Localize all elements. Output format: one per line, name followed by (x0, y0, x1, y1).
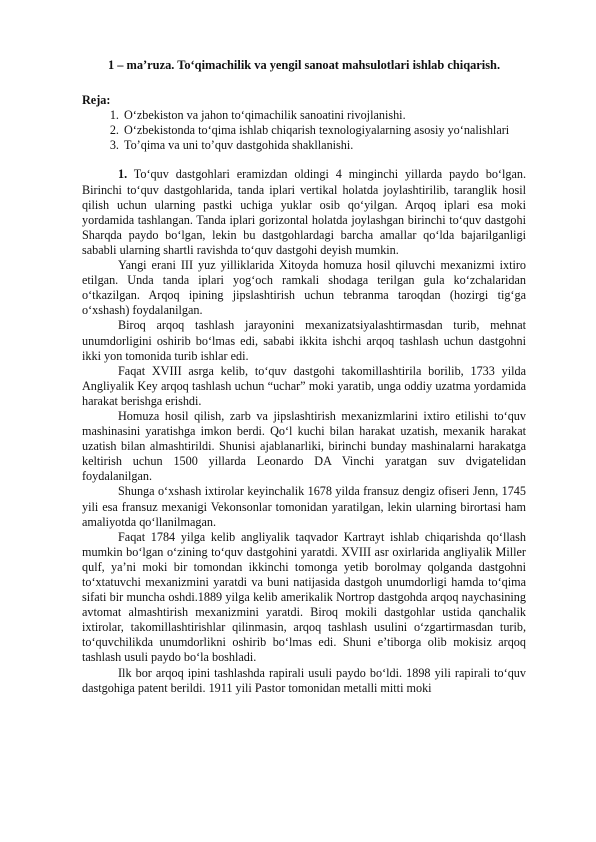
plan-item: 3. To’qima va uni to’quv dastgohida shakllanishi. (122, 138, 526, 153)
plan-list (82, 108, 526, 153)
plan-label: Reja: (82, 93, 111, 108)
paragraph (82, 167, 526, 258)
section-number: 1. (118, 167, 128, 182)
paragraph: Ilk bor arqoq ipini tashlashda rapirali usuli paydo bo‘ldi. 1898 yili rapirali to‘quv dastgohiga patent berildi. 1911 yili Pastor tomonidan metalli mitti moki (82, 665, 526, 695)
paragraph: Biroq arqoq tashlash jarayonini mexanizatsiyalashtirmasdan turib, mehnat unumdorligini oshirib bo‘lmas edi, sababi ikkita ishchi arqoq tashlash uchun dastgohni ikki yon tomonida turib ishlar edi. (82, 318, 526, 363)
paragraph: Homuza hosil qilish, zarb va jipslashtirish mexanizmlarini ixtiro etilishi to‘quv mashinasini yaratishga imkon berdi. Qo‘l kuchi bilan harakat uzatish, mexanik harakat uzatish bilan almashtirildi. Shunisi ajablanarliki, birinchi bunday mashinalarni harakatga keltirish uchun 1500 yillarda Leonardo DA Vinchi yaratgan suv dvigatelidan foydalanilgan. (82, 408, 526, 484)
paragraph-text: To‘quv dastgohlari eramizdan oldingi 4 minginchi yillarda paydo bo‘lgan. Birinchi to‘quv dastgohlarida, tanda iplari vertikal holatda joylashtirilib, taranglik hosil qilish uchun ularning pastki uchiga yuklar osib qo‘yilgan. Arqoq iplari esa moki yordamida tashlangan. Tanda iplari gorizontal holatda joylashgan birinchi to‘quv dastgohi Sharqda paydo bo‘lgan, lekin bu dastgohlardagi barcha amallar qo‘lda bajarilganligi sababli ularning shartli ravishda to‘quv dastgohi deyish mumkin. (82, 167, 527, 257)
plan-item: 1. O‘zbekiston va jahon to‘qimachilik sanoatini rivojlanishi. (122, 108, 526, 123)
paragraph: Shunga o‘xshash ixtirolar keyinchalik 1678 yilda fransuz dengiz ofiseri Jenn, 1745 yili esa fransuz mexanigi Vekonsonlar tomonidan yaratilgan, lekin ularning birortasi ham amaliyotda qo‘llanilmagan. (82, 484, 526, 529)
paragraph: Faqat 1784 yilga kelib angliyalik taqvador Kartrayt ishlab chiqarishda qo‘llash mumkin bo‘lgan o‘zining to‘quv dastgohini yaratdi. XVIII asr oxirlarida angliyalik Miller qulf, ya’ni moki bir tomondan ikkinchi tomonga yetib borolmay qolganda dastgohni to‘xtatuvchi mexanizmini yaratdi va buni natijasida dastgoh unumdorligi hamda to‘qima sifati bir muncha oshdi.1889 yilga kelib amerikalik Nortrop dastgohda arqoq naychasining avtomat almashtirish mexanizmini yaratdi. Biroq mokili dastgohlar ustida qanchalik ixtirolar, takomillashtirishlar qilinmasin, arqoq tashlash usulini o‘zgartirmasdan turib, to‘quvchilikda unumdorlikni oshirib bo‘lmas edi. Shuni e’tiborga olib mokisiz arqoq tashlash usuli paydo bo‘la boshladi. (82, 529, 526, 665)
lecture-title: 1 – ma’ruza. To‘qimachilik va yengil sanoat mahsulotlari ishlab chiqarish. (107, 58, 501, 72)
plan-item: 2. O‘zbekistonda to‘qima ishlab chiqarish texnologiyalarning asosiy yo‘nalishlari (122, 123, 526, 138)
paragraph: Faqat XVIII asrga kelib, to‘quv dastgohi takomillashtirila borilib, 1733 yilda Angliyalik Key arqoq tashlash uchun “uchar” moki yaratib, unga oddiy uzatma yordamida harakat berishga erishdi. (82, 363, 526, 408)
paragraph: Yangi erani III yuz yilliklarida Xitoyda homuza hosil qiluvchi mexanizmi ixtiro etilgan. Unda tanda iplari yog‘och ramkali shodaga terilgan gula ko‘zchalaridan o‘tkazilgan. Arqoq ipining jipslashtirish uchun tebranma taroqdan (hozirgi tig‘ga o‘xshash) foydalanilgan. (82, 258, 526, 318)
